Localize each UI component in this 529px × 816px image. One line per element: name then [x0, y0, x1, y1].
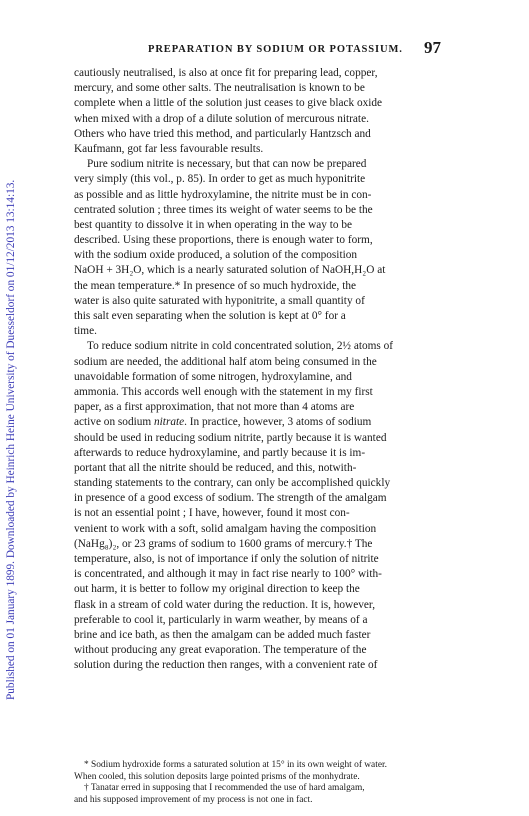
body-line: Kaufmann, got far less favourable results.: [74, 142, 264, 155]
footnote-line: When cooled, this solution deposits large pointed prisms of the monhydrate.: [74, 771, 360, 782]
body-line: when mixed with a drop of a dilute solution of mercurous nitrate.: [74, 112, 369, 125]
body-line: afterwards to reduce hydroxylamine, and partly because it is im-: [74, 446, 366, 459]
body-line: the mean temperature.* In presence of so much hydroxide, the: [74, 279, 357, 292]
body-line: (NaHg₈)₂, or 23 grams of sodium to 1600 grams of mercury.† The: [74, 537, 373, 550]
body-line: Pure sodium nitrite is necessary, but that can now be prepared: [87, 158, 367, 171]
body-line: described. Using these proportions, there is enough water to form,: [74, 234, 373, 247]
body-line: unavoidable formation of some nitrogen, hydroxylamine, and: [74, 370, 352, 383]
body-line: in presence of a good excess of sodium. The strength of the amalgam: [74, 492, 387, 505]
body-line: portant that all the nitrite should be reduced, and this, notwith-: [74, 461, 357, 474]
body-line: cautiously neutralised, is also at once fit for preparing lead, copper,: [74, 67, 378, 79]
body-line: Others who have tried this method, and particularly Hantzsch and: [74, 127, 371, 140]
body-line: time.: [74, 325, 97, 338]
body-line: temperature, also, is not of importance if only the solution of nitrite: [74, 553, 379, 565]
footnotes: [74, 760, 454, 806]
download-notice-sidebar: [0, 0, 30, 816]
body-line: complete when a little of the solution just ceases to give black oxide: [74, 97, 383, 110]
body-line: out harm, it is better to follow my original direction to keep the: [74, 583, 360, 596]
body-line: without producing any great evaporation. The temperature of the: [74, 644, 367, 657]
footnote-line: † Tanatar erred in supposing that I recommended the use of hard amalgam,: [84, 783, 365, 794]
body-line: very simply (this vol., p. 85). In order to get as much hyponitrite: [74, 173, 366, 186]
body-line: as possible and as little hydroxylamine, the nitrite must be in con-: [74, 188, 372, 201]
body-line: To reduce sodium nitrite in cold concentrated solution, 2½ atoms of: [87, 340, 394, 353]
body-line: is not an essential point ; I have, however, found it most con-: [74, 507, 350, 520]
body-line: mercury, and some other salts. The neutralisation is known to be: [74, 82, 365, 95]
body-line: active on sodium nitrate. In practice, however, 3 atoms of sodium: [74, 416, 372, 429]
body-line: best quantity to dissolve it in when operating in the way to be: [74, 218, 352, 231]
body-line: water is also quite saturated with hyponitrite, a small quantity of: [74, 294, 365, 307]
body-line: with the sodium oxide produced, a solution of the composition: [74, 249, 358, 262]
footnote-line: * Sodium hydroxide forms a saturated solution at 15° in its own weight of water.: [84, 760, 387, 770]
body-text: [74, 66, 454, 674]
body-line: brine and ice bath, as then the amalgam can be added much faster: [74, 628, 371, 641]
body-line: standing statements to the contrary, can only be accomplished quickly: [74, 477, 391, 490]
body-line: paper, as a first approximation, that not more than 4 atoms are: [74, 401, 355, 414]
body-line: sodium are needed, the additional half atom being consumed in the: [74, 355, 377, 368]
body-line: preferable to cool it, particularly in warm weather, by means of a: [74, 613, 368, 626]
download-notice-text: Published on 01 January 1899. Downloaded by Heinrich Heine University of Duesseldorf on 01/12/2013 13:14:13.: [5, 179, 17, 700]
body-line: should be used in reducing sodium nitrite, partly because it is wanted: [74, 431, 387, 444]
body-line: venient to work with a soft, solid amalgam having the composition: [74, 522, 377, 535]
body-line: flask in a stream of cold water during the reduction. It is, however,: [74, 598, 376, 611]
body-line: is concentrated, and although it may in fact rise nearly to 100° with-: [74, 568, 382, 581]
body-line: ammonia. This accords well enough with the statement in my first: [74, 385, 373, 398]
running-head-title: PREPARATION BY SODIUM OR POTASSIUM.: [148, 44, 403, 55]
body-line: centrated solution ; three times its weight of water seems to be the: [74, 203, 373, 216]
body-line: NaOH + 3H₂O, which is a nearly saturated solution of NaOH,H₂O at: [74, 264, 386, 277]
body-line: solution during the reduction then ranges, with a convenient rate of: [74, 659, 378, 672]
page-number: 97: [424, 38, 441, 57]
body-line: this salt even separating when the solution is kept at 0° for a: [74, 310, 346, 322]
footnote-line: and his supposed improvement of my process is not one in fact.: [74, 794, 313, 805]
